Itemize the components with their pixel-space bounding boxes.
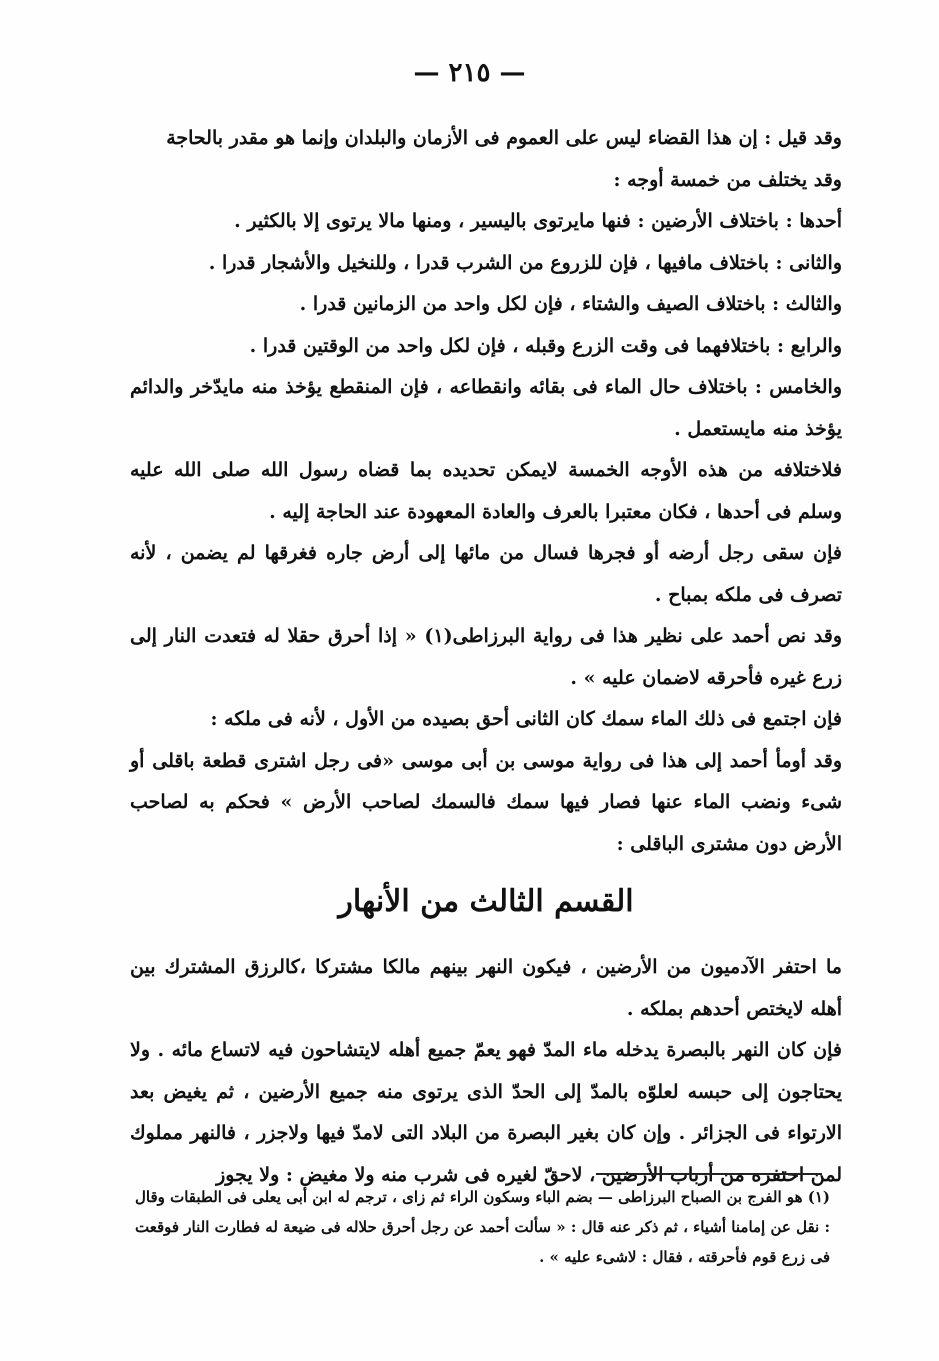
paragraph: والرابع : باختلافهما فى وقت الزرع وقبله ، فإن لكل واحد من الوقتين قدرا . bbox=[249, 334, 842, 357]
main-text bbox=[130, 118, 842, 1196]
paragraph: وقد أومأ أحمد إلى هذا فى رواية موسى بن أبى موسى «فى رجل اشترى قطعة باقلى أو شىء ونضب الماء عنها فصار فيها سمك فالسمك لصاحب الأرض » فحكم به لصاحب الأرض دون مشترى الباقلى : bbox=[130, 749, 842, 855]
paragraph: وقد نص أحمد على نظير هذا فى رواية البرزاطى(١) « إذا أحرق حقلا له فتعدت النار إلى زرع غيره فأحرقه لاضمان عليه » . bbox=[130, 625, 842, 689]
section-heading: القسم الثالث من الأنهار bbox=[338, 884, 634, 919]
paragraph: والثانى : باختلاف مافيها ، فإن للزروع من الشرب قدرا ، وللنخيل والأشجار قدرا . bbox=[208, 251, 842, 274]
paragraph: وقد قيل : إن هذا القضاء ليس على العموم فى الأزمان والبلدان وإنما هو مقدر بالحاجة bbox=[166, 127, 842, 149]
footnote: (١) هو الفرج بن الصباح البرزاطى — بضم الباء وسكون الراء ثم زاى ، ترجم له ابن أبى يعلى فى الطبقات وقال : نقل عن إمامنا أشياء ، ثم ذكر عنه قال : « سألت أحمد عن رجل أحرق حلاله فى ضيعة له فطارت النار فوقعت فى زرع قوم فأحرقته ، فقال : لاشىء عليه » . bbox=[135, 1188, 830, 1266]
paragraph: أحدها : باختلاف الأرضين : فنها مايرتوى باليسير ، ومنها مالا يرتوى إلا بالكثير . bbox=[234, 210, 842, 232]
page-number: — ٢١٥ — bbox=[413, 58, 526, 88]
paragraph: والثالث : باختلاف الصيف والشتاء ، فإن لكل واحد من الزمانين قدرا . bbox=[299, 293, 842, 315]
paragraph: فإن كان النهر بالبصرة يدخله ماء المدّ فهو يعمّ جميع أهله لايتشاحون فيه لاتساع مائه . ولا يحتاجون إلى حبسه لعلوّه بالمدّ إلى الحدّ الذى يرتوى منه جميع الأرضين ، ثم يغيض بعد الارتواء فى الجزائر . وإن كان بغير البصرة من البلاد التى لامدّ فيها ولاجزر ، فالنهر مملوك لمن احتفره من أرباب الأرضين ، لاحقّ لغيره فى شرب منه ولا مغيض : ولا يجوز bbox=[130, 1039, 842, 1186]
paragraph: فإن اجتمع فى ذلك الماء سمك كان الثانى أحق بصيده من الأول ، لأنه فى ملكه : bbox=[210, 708, 842, 730]
paragraph: فلاختلافه من هذه الأوجه الخمسة لايمكن تحديده بما قضاه رسول الله صلى الله عليه وسلم فى أحدها ، فكان معتبرا بالعرف والعادة المعهودة عند الحاجة إليه . bbox=[130, 459, 842, 523]
paragraph: والخامس : باختلاف حال الماء فى بقائه وانقطاعه ، فإن المنقطع يؤخذ منه مايدّخر والدائم يؤخذ منه مايستعمل . bbox=[130, 376, 842, 440]
paragraph: وقد يختلف من خمسة أوجه : bbox=[613, 168, 842, 191]
footnote-divider bbox=[596, 1173, 822, 1175]
paragraph: ما احتفر الآدميون من الأرضين ، فيكون النهر بينهم مالكا مشتركا ،كالرزق المشترك بين أهله لايختص أحدهم بملكه . bbox=[130, 956, 842, 1020]
paragraph: فإن سقى رجل أرضه أو فجرها فسال من مائها إلى أرض جاره فغرقها لم يضمن ، لأنه تصرف فى ملكه بمباح . bbox=[130, 542, 842, 606]
